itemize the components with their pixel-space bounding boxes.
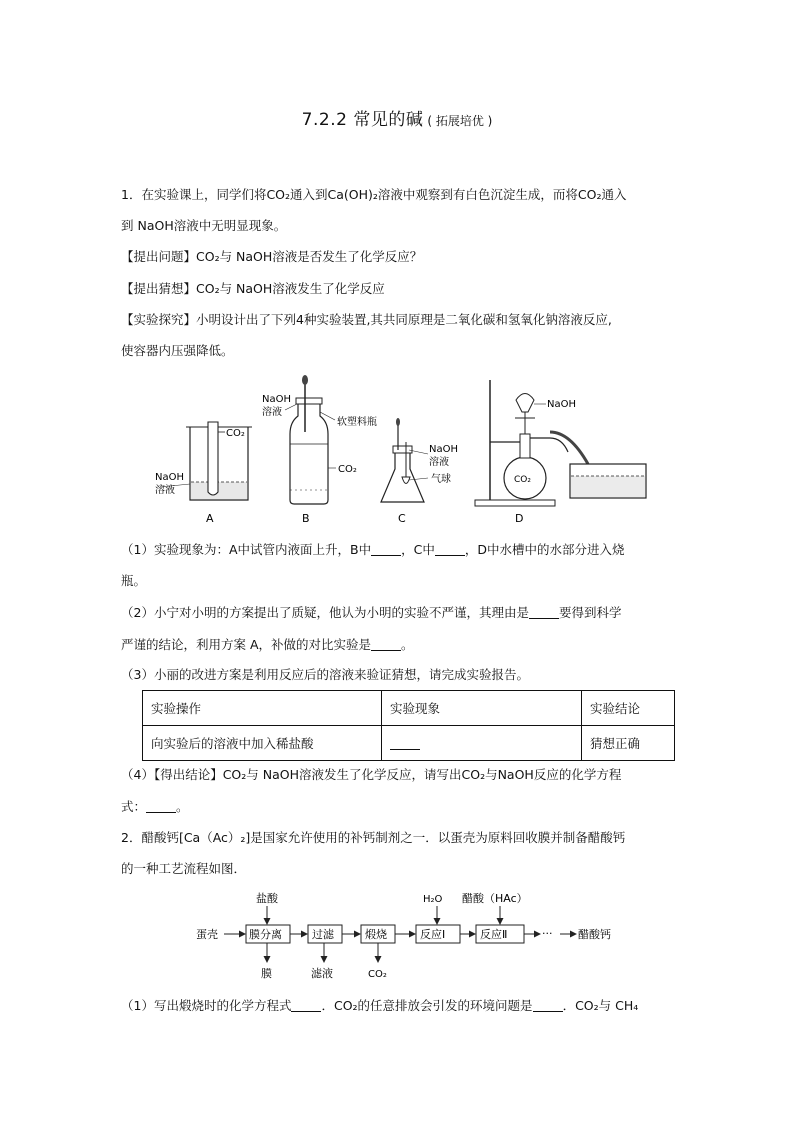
c-solution-label: 溶液 [429,457,449,468]
flow-out-membrane: 膜 [261,967,272,980]
a-solution-label: 溶液 [155,485,175,496]
apparatus-c [381,418,458,525]
b-naoh-label: NaOH [262,394,291,405]
q1-part1-text-c: ，D中水槽中的水部分进入烧 [464,542,625,557]
flow-step2: 过滤 [312,928,334,941]
q1-part4-line1: （4）【得出结论】CO₂与 NaOH溶液发生了化学反应，请写出CO₂与NaOH反应的化学方程 [121,767,622,782]
q1-explore-line1: 【实验探究】小明设计出了下列4种实验装置,其共同原理是二氧化碳和氢氧化钠溶液反应, [121,312,612,327]
process-flow-diagram [190,886,650,986]
q2-part1-text-a: （1）写出煅烧时的化学方程式 [121,998,292,1013]
q1-part1-text-a: （1）实验现象为：A中试管内液面上升，B中 [121,542,372,557]
d-co2-label: CO₂ [514,475,531,485]
apparatus-d [475,380,646,525]
experiment-report-table [142,690,675,761]
q2-blank-environment[interactable] [533,998,563,1012]
c-caption: C [398,512,406,525]
header-phenomenon: 实验现象 [382,691,582,726]
q1-blank-contrast[interactable] [371,637,401,651]
flow-out-filtrate: 滤液 [311,967,333,980]
q1-question: 【提出问题】CO₂与 NaOH溶液是否发生了化学反应？ [121,249,423,264]
q2-part1-text-c: ．CO₂与 CH₄ [562,998,639,1013]
flow-dots: ··· [542,927,553,940]
flow-out-co2: CO₂ [368,969,387,980]
apparatus-a [155,422,252,525]
q1-blank-b[interactable] [371,542,401,556]
q2-blank-equation[interactable] [291,998,321,1012]
a-naoh-label: NaOH [155,472,184,483]
q1-part1-line1 [121,541,681,559]
q1-intro-line2: 到 NaOH溶液中无明显现象。 [121,218,287,233]
q1-part2-text-a: （2）小宁对小明的方案提出了质疑，他认为小明的实验不严谨，其理由是 [121,605,529,620]
flow-step3: 煅烧 [365,928,387,941]
a-caption: A [206,512,214,525]
flow-h2o: H₂O [423,894,443,905]
q1-part4-text-c: 。 [176,799,189,814]
q1-part4-text-b: 式： [121,799,147,814]
a-co2-label: CO₂ [226,428,245,439]
table-row [143,726,675,761]
flow-step4: 反应Ⅰ [420,928,446,941]
flow-output: 醋酸钙 [578,928,611,941]
q1-intro-line1: 1．在实验课上，同学们将CO₂通入到Ca(OH)₂溶液中观察到有白色沉淀生成，而将CO₂通入 [121,187,627,202]
flow-step5: 反应Ⅱ [480,928,508,941]
q1-explore-line2: 使容器内压强降低。 [121,343,234,358]
apparatus-b [262,375,377,525]
q1-part2-text-b: 要得到科学 [558,605,622,620]
phenomenon-answer-blank[interactable] [390,736,420,750]
q1-hypothesis: 【提出猜想】CO₂与 NaOH溶液发生了化学反应 [121,281,385,296]
q1-part3: （3）小丽的改进方案是利用反应后的溶液来验证猜想，请完成实验报告。 [121,667,529,682]
b-caption: B [302,512,310,525]
q1-part2-text-d: 。 [401,637,414,652]
title-main: 7.2.2 常见的碱 [301,110,424,130]
cell-conclusion: 猜想正确 [582,726,675,761]
q2-intro-line1: 2．醋酸钙[Ca（Ac）₂]是国家允许使用的补钙制剂之一．以蛋壳为原料回收膜并制备醋酸钙 [121,830,626,845]
cell-phenomenon-blank[interactable] [382,726,582,761]
q1-part1-text-b: ，C中 [401,542,435,557]
cell-operation: 向实验后的溶液中加入稀盐酸 [143,726,382,761]
b-solution-label: 溶液 [262,407,282,418]
b-co2-label: CO₂ [338,464,357,475]
flow-hcl: 盐酸 [256,892,278,905]
flow-hac: 醋酸（HAc） [462,892,528,905]
q1-blank-reason[interactable] [529,605,559,619]
c-balloon-label: 气球 [431,474,451,485]
b-bottle-label: 软塑料瓶 [337,417,377,428]
q1-part2-text-c: 严谨的结论，利用方案 A，补做的对比实验是 [121,637,372,652]
flow-step1: 膜分离 [249,928,282,941]
d-caption: D [515,512,524,525]
q1-blank-equation[interactable] [146,799,176,813]
c-naoh-label: NaOH [429,444,458,455]
q1-part2-line2 [121,636,681,654]
flow-input: 蛋壳 [196,928,218,941]
q1-part1-line2: 瓶。 [121,573,147,588]
q1-blank-c[interactable] [435,542,465,556]
title-sub: ( 拓展培优 ) [427,114,493,128]
header-operation: 实验操作 [143,691,382,726]
q1-part4-line2 [121,798,681,816]
header-conclusion: 实验结论 [582,691,675,726]
q2-intro-line2: 的一种工艺流程如图． [121,861,247,876]
page-title [0,105,794,130]
apparatus-figure [150,372,650,530]
table-header-row [143,691,675,726]
d-naoh-label: NaOH [547,399,576,410]
q1-part2-line1 [121,604,681,622]
q2-part1-text-b: ．CO₂的任意排放会引发的环境问题是 [321,998,533,1013]
q2-part1-line1 [121,997,681,1015]
